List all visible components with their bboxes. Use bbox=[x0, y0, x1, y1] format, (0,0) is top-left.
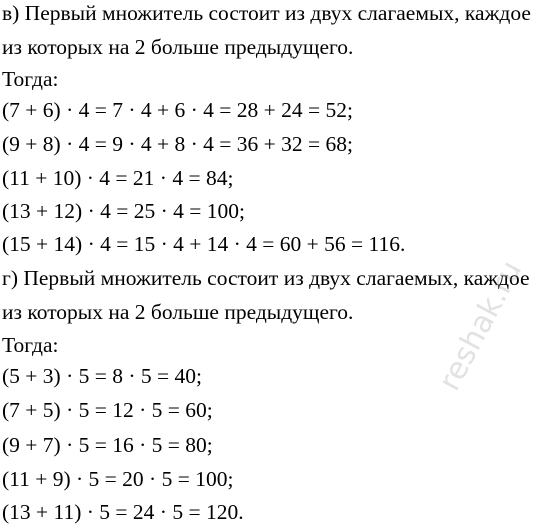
part-v-equation-4: (13 + 12) · 4 = 25 · 4 = 100; bbox=[2, 199, 245, 223]
part-v-equation-3: (11 + 10) · 4 = 21 · 4 = 84; bbox=[2, 166, 234, 190]
part-g-equation-5: (13 + 11) · 5 = 24 · 5 = 120. bbox=[2, 500, 244, 524]
part-g-then-label: Тогда: bbox=[2, 333, 59, 357]
part-v-intro-line-2: из которых на 2 больше предыдущего. bbox=[2, 35, 354, 59]
part-g-equation-4: (11 + 9) · 5 = 20 · 5 = 100; bbox=[2, 467, 234, 491]
part-g-intro-line-2: из которых на 2 больше предыдущего. bbox=[2, 300, 354, 324]
part-g-equation-3: (9 + 7) · 5 = 16 · 5 = 80; bbox=[2, 433, 213, 457]
part-v-equation-5: (15 + 14) · 4 = 15 · 4 + 14 · 4 = 60 + 56 = 116. bbox=[2, 232, 406, 256]
part-v-equation-1: (7 + 6) · 4 = 7 · 4 + 6 · 4 = 28 + 24 = 52; bbox=[2, 98, 354, 122]
part-v-intro-line-1: в) Первый множитель состоит из двух слагаемых, каждое bbox=[2, 1, 531, 25]
part-g-equation-1: (5 + 3) · 5 = 8 · 5 = 40; bbox=[2, 364, 202, 388]
watermark-text: reshak.ru bbox=[432, 255, 530, 397]
part-v-equation-2: (9 + 8) · 4 = 9 · 4 + 8 · 4 = 36 + 32 = 68; bbox=[2, 132, 354, 156]
part-g-intro-line-1: г) Первый множитель состоит из двух слагаемых, каждое bbox=[2, 266, 530, 290]
part-v-then-label: Тогда: bbox=[2, 67, 59, 91]
part-g-equation-2: (7 + 5) · 5 = 12 · 5 = 60; bbox=[2, 398, 213, 422]
